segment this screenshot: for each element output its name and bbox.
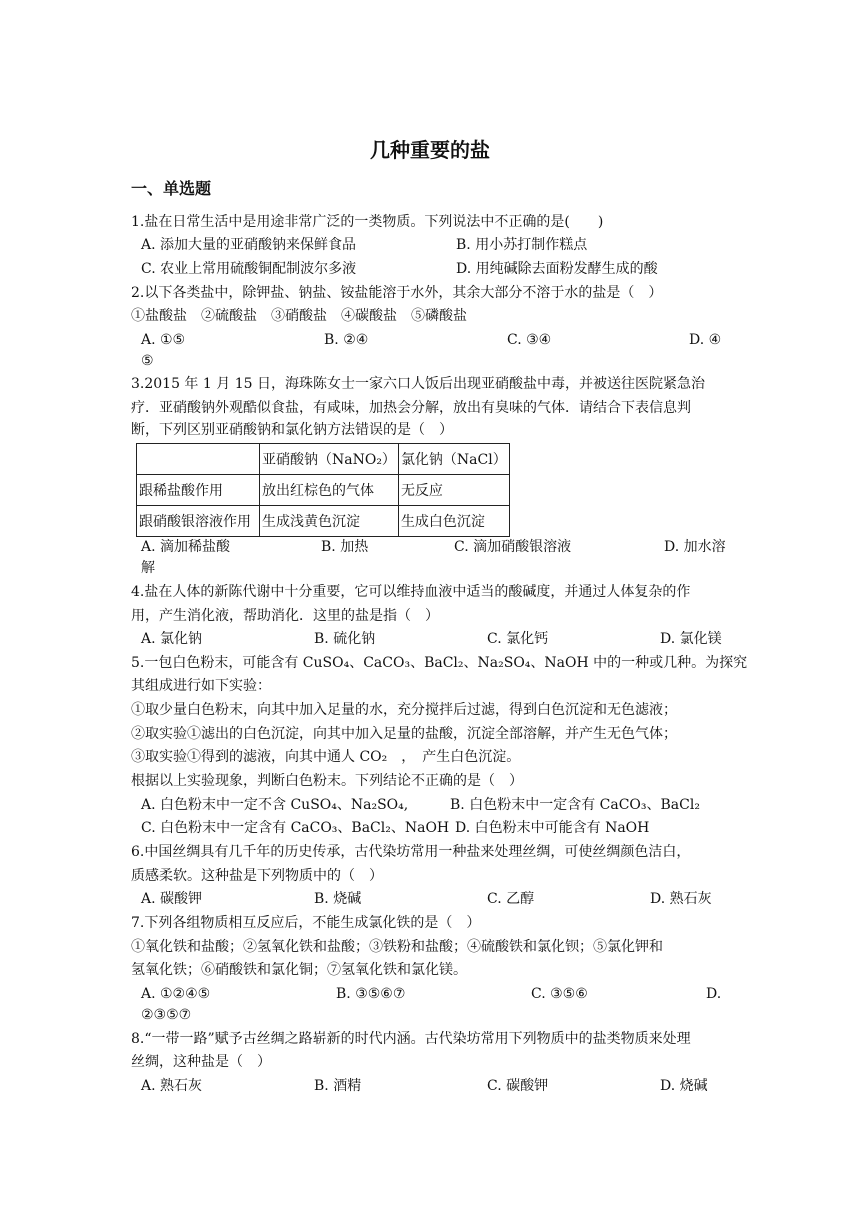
question-1-option-a: A. 添加大量的亚硝酸钠来保鲜食品 [141, 237, 357, 253]
question-5-step-2: ②取实验①滤出的白色沉淀，向其中加入足量的盐酸，沉淀全部溶解，并产生无色气体； [131, 726, 677, 742]
question-8-option-d: D. 烧碱 [660, 1078, 708, 1094]
question-3-option-d-cont: 解 [141, 560, 155, 576]
question-4-stem-line2: 用，产生消化液，帮助消化．这里的盐是指（ ） [131, 608, 439, 624]
question-8-option-a: A. 熟石灰 [141, 1078, 203, 1094]
question-7-stem: 7.下列各组物质相互反应后，不能生成氯化铁的是（ ） [131, 915, 481, 931]
question-5-step-3: ③取实验①得到的滤液，向其中通人 CO₂ ， 产生白色沉淀。 [131, 749, 521, 765]
question-7-option-d: D. [706, 986, 722, 1002]
table-cell: 无反应 [398, 475, 509, 506]
question-5-option-b: B. 白色粉末中一定含有 CaCO₃、BaCl₂ [450, 797, 700, 813]
question-2-option-d: D. ④ [689, 332, 722, 348]
question-2-option-c: C. ③④ [507, 332, 552, 348]
question-3-stem-line1: 3.2015 年 1 月 15 日，海珠陈女士一家六口人饭后出现亚硝酸盐中毒，并被送往医院紧急治 [131, 376, 705, 392]
question-6-stem-line1: 6.中国丝绸具有几千年的历史传承，古代染坊常用一种盐来处理丝绸，可使丝绸颜色洁白， [131, 844, 691, 860]
table-header: 氯化钠（NaCl） [398, 444, 509, 475]
question-4-option-d: D. 氯化镁 [660, 631, 722, 647]
question-8-option-c: C. 碳酸钾 [487, 1078, 549, 1094]
table-row [137, 475, 510, 506]
question-1-option-b: B. 用小苏打制作糕点 [456, 237, 588, 253]
question-6-option-d: D. 熟石灰 [650, 891, 712, 907]
section-heading: 一、单选题 [131, 179, 212, 198]
question-4-option-c: C. 氯化钙 [487, 631, 549, 647]
question-7-option-d-cont: ②③⑤⑦ [141, 1007, 192, 1023]
question-5-option-a: A. 白色粉末中一定不含 CuSO₄、Na₂SO₄, [141, 797, 409, 813]
question-1-stem: 1.盐在日常生活中是用途非常广泛的一类物质。下列说法中不正确的是( ) [131, 214, 604, 230]
table-row [137, 506, 510, 537]
question-6-option-c: C. 乙醇 [487, 891, 535, 907]
table-cell: 放出红棕色的气体 [260, 475, 399, 506]
question-3-stem-line3: 断，下列区别亚硝酸钠和氯化钠方法错误的是（ ） [131, 422, 453, 438]
question-1-option-c: C. 农业上常用硫酸铜配制波尔多液 [141, 261, 357, 277]
question-5-stem-line2: 其组成进行如下实验： [131, 678, 271, 694]
table-cell [137, 444, 260, 475]
question-5-step-1: ①取少量白色粉末，向其中加入足量的水，充分搅拌后过滤，得到白色沉淀和无色滤液； [131, 702, 677, 718]
question-7-option-a: A. ①②④⑤ [141, 986, 211, 1002]
question-2-option-b: B. ②④ [324, 332, 369, 348]
question-2-option-a: A. ①⑤ [141, 332, 186, 348]
question-6-option-b: B. 烧碱 [314, 891, 362, 907]
question-5-option-d: D. 白色粉末中可能含有 NaOH [455, 820, 650, 836]
question-3-option-a: A. 滴加稀盐酸 [141, 539, 231, 555]
question-3-option-c: C. 滴加硝酸银溶液 [454, 539, 572, 555]
question-2-items: ①盐酸盐 ②硫酸盐 ③硝酸盐 ④碳酸盐 ⑤磷酸盐 [131, 308, 467, 324]
comparison-table [136, 443, 510, 537]
question-8-option-b: B. 酒精 [314, 1078, 362, 1094]
table-header: 亚硝酸钠（NaNO₂） [260, 444, 399, 475]
question-5-stem-line1: 5.一包白色粉末，可能含有 CuSO₄、CaCO₃、BaCl₂、Na₂SO₄、NaOH 中的一种或几种。为探究 [131, 655, 748, 671]
question-4-option-a: A. 氯化钠 [141, 631, 203, 647]
question-7-option-c: C. ③⑤⑥ [531, 986, 588, 1002]
question-2-option-d-cont: ⑤ [141, 353, 154, 369]
question-1-option-d: D. 用纯碱除去面粉发酵生成的酸 [456, 261, 658, 277]
question-3-option-b: B. 加热 [321, 539, 369, 555]
table-cell: 生成白色沉淀 [398, 506, 509, 537]
question-8-stem-line2: 丝绸，这种盐是（ ） [131, 1054, 271, 1070]
question-7-items-line1: ①氧化铁和盐酸；②氢氧化铁和盐酸；③铁粉和盐酸；④硫酸铁和氯化钡；⑤氯化钾和 [131, 939, 663, 955]
question-6-option-a: A. 碳酸钾 [141, 891, 203, 907]
question-4-option-b: B. 硫化钠 [314, 631, 376, 647]
table-cell: 跟硝酸银溶液作用 [137, 506, 260, 537]
table-cell: 生成浅黄色沉淀 [260, 506, 399, 537]
question-2-stem: 2.以下各类盐中，除钾盐、钠盐、铵盐能溶于水外，其余大部分不溶于水的盐是（ ） [131, 285, 663, 301]
question-4-stem-line1: 4.盐在人体的新陈代谢中十分重要，它可以维持血液中适当的酸碱度，并通过人体复杂的作 [131, 584, 691, 600]
question-8-stem-line1: 8.“一带一路”赋予古丝绸之路崭新的时代内涵。古代染坊常用下列物质中的盐类物质来处理 [131, 1031, 691, 1047]
question-5-option-c: C. 白色粉末中一定含有 CaCO₃、BaCl₂、NaOH [141, 820, 450, 836]
page-title: 几种重要的盐 [370, 138, 490, 162]
question-7-option-b: B. ③⑤⑥⑦ [336, 986, 406, 1002]
question-5-step-4: 根据以上实验现象，判断白色粉末。下列结论不正确的是（ ） [131, 773, 523, 789]
question-6-stem-line2: 质感柔软。这种盐是下列物质中的（ ） [131, 868, 383, 884]
question-3-stem-line2: 疗．亚硝酸钠外观酷似食盐，有咸味，加热会分解，放出有臭味的气体．请结合下表信息判 [131, 400, 691, 416]
table-row [137, 444, 510, 475]
table-cell: 跟稀盐酸作用 [137, 475, 260, 506]
question-3-option-d: D. 加水溶 [664, 539, 726, 555]
question-7-items-line2: 氢氧化铁；⑥硝酸铁和氯化铜；⑦氢氧化铁和氯化镁。 [131, 962, 467, 978]
